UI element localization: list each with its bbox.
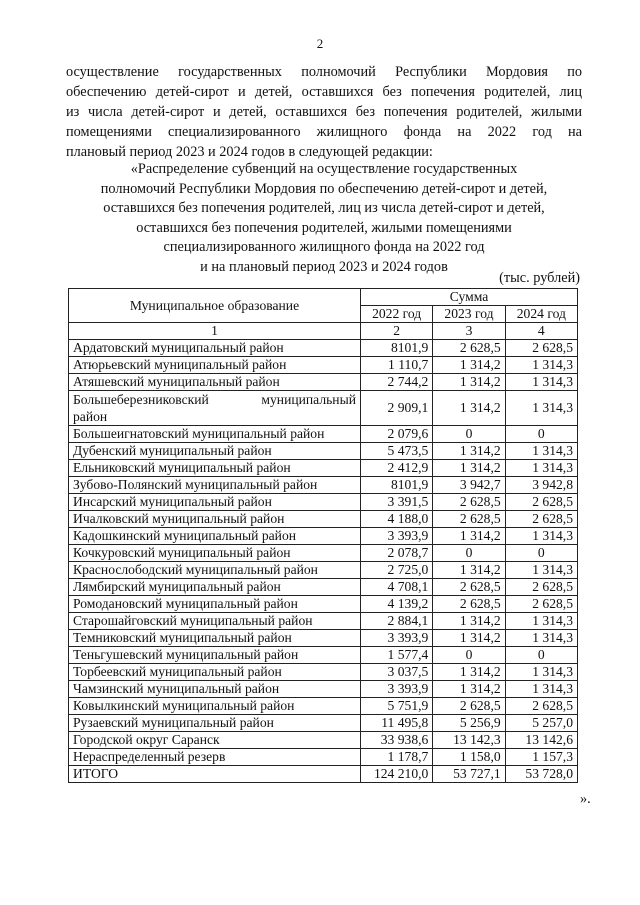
row-value-2024: 5 257,0 [505,715,577,732]
row-value-2023: 2 628,5 [433,579,505,596]
intro-line: обеспечению детей-сирот и детей, оставшихся без попечения родителей, лиц [66,84,582,100]
column-number: 1 [69,323,361,340]
row-value-2023: 1 314,2 [433,613,505,630]
row-value-2022: 2 744,2 [361,374,433,391]
title-line: «Распределение субвенций на осуществление государственных [130,161,518,177]
row-value-2023: 0 [433,426,505,443]
row-value-2022: 2 884,1 [361,613,433,630]
title-line: оставшихся без попечения родителей, жилыми помещениями [136,219,512,236]
row-value-2022: 5 751,9 [361,698,433,715]
title-line: полномочий Республики Мордовия по обеспечению детей-сирот и детей, [100,180,548,197]
row-name: Рузаевский муниципальный район [69,715,361,732]
row-value-2024: 2 628,5 [505,579,577,596]
header-year-2023: 2023 год [433,306,505,323]
intro-line: осуществление государственных полномочий Республики Мордовия по [66,64,582,80]
row-name: Городской округ Саранск [69,732,361,749]
row-value-2022: 2 079,6 [361,426,433,443]
row-value-2023: 1 314,2 [433,374,505,391]
title-line: и на плановый период 2023 и 2024 годов [200,258,448,275]
total-value-2023: 53 727,1 [433,766,505,783]
row-value-2023: 0 [433,647,505,664]
row-value-2023: 1 314,2 [433,391,505,426]
row-value-2022: 3 393,9 [361,681,433,698]
table-row [69,426,578,443]
table-colnum-row [69,323,578,340]
header-sum: Сумма [361,289,578,306]
row-name: Теньгушевский муниципальный район [69,647,361,664]
row-value-2022: 3 393,9 [361,630,433,647]
table-row [69,732,578,749]
row-value-2023: 1 314,2 [433,562,505,579]
row-value-2023: 2 628,5 [433,494,505,511]
row-value-2023: 5 256,9 [433,715,505,732]
table-row [69,715,578,732]
table-row [69,562,578,579]
row-value-2023: 1 314,2 [433,460,505,477]
intro-line: из числа детей-сирот и детей, оставшихся без попечения родителей, жилыми [66,104,582,120]
row-value-2024: 1 314,3 [505,562,577,579]
row-value-2024: 3 942,8 [505,477,577,494]
table-row [69,749,578,766]
row-name: Кадошкинский муниципальный район [69,528,361,545]
row-name: Инсарский муниципальный район [69,494,361,511]
column-number: 4 [505,323,577,340]
row-value-2024: 13 142,6 [505,732,577,749]
closing-quote: ». [580,791,591,807]
row-value-2023: 2 628,5 [433,596,505,613]
row-name: Торбеевский муниципальный район [69,664,361,681]
row-value-2024: 1 314,3 [505,357,577,374]
row-value-2024: 0 [505,426,577,443]
table-row [69,630,578,647]
row-value-2024: 1 314,3 [505,460,577,477]
row-name: Темниковский муниципальный район [69,630,361,647]
header-municipality: Муниципальное образование [69,289,361,323]
row-value-2024: 1 314,3 [505,630,577,647]
row-value-2022: 5 473,5 [361,443,433,460]
table-row [69,664,578,681]
row-value-2022: 4 708,1 [361,579,433,596]
row-name: Лямбирский муниципальный район [69,579,361,596]
table-row [69,391,578,426]
row-value-2022: 1 110,7 [361,357,433,374]
row-value-2022: 1 178,7 [361,749,433,766]
row-value-2022: 33 938,6 [361,732,433,749]
total-value-2024: 53 728,0 [505,766,577,783]
table-header-row [69,289,578,306]
row-name: Ковылкинский муниципальный район [69,698,361,715]
row-value-2024: 1 314,3 [505,681,577,698]
row-value-2022: 4 188,0 [361,511,433,528]
row-name: Нераспределенный резерв [69,749,361,766]
header-year-2022: 2022 год [361,306,433,323]
row-name: Атяшевский муниципальный район [69,374,361,391]
row-value-2023: 3 942,7 [433,477,505,494]
row-value-2022: 1 577,4 [361,647,433,664]
table-row [69,443,578,460]
table-title [66,160,582,277]
table-row [69,374,578,391]
table-row [69,477,578,494]
table-row [69,647,578,664]
row-value-2024: 0 [505,545,577,562]
title-line: специализированного жилищного фонда на 2022 год [163,239,485,255]
table-row [69,511,578,528]
row-name: Кочкуровский муниципальный район [69,545,361,562]
row-value-2022: 2 909,1 [361,391,433,426]
row-value-2022: 2 078,7 [361,545,433,562]
table-row [69,596,578,613]
table-row [69,681,578,698]
table-row [69,579,578,596]
intro-line: помещениями специализированного жилищного фонда на 2022 год на [66,124,582,140]
row-value-2024: 2 628,5 [505,511,577,528]
row-name-line: Большеберезниковский муниципальный [73,392,356,407]
table-row [69,460,578,477]
row-name [69,391,361,426]
row-name: Ромодановский муниципальный район [69,596,361,613]
row-value-2022: 4 139,2 [361,596,433,613]
row-name: Ичалковский муниципальный район [69,511,361,528]
row-value-2022: 8101,9 [361,477,433,494]
intro-line: плановый период 2023 и 2024 годов в следующей редакции: [66,144,433,160]
row-name: Дубенский муниципальный район [69,443,361,460]
table-row [69,340,578,357]
row-value-2022: 2 725,0 [361,562,433,579]
row-name: Старошайговский муниципальный район [69,613,361,630]
row-value-2024: 1 157,3 [505,749,577,766]
row-name: Ардатовский муниципальный район [69,340,361,357]
subvention-table [68,288,578,783]
row-value-2024: 1 314,3 [505,528,577,545]
row-value-2022: 2 412,9 [361,460,433,477]
table-row [69,545,578,562]
row-value-2024: 1 314,3 [505,613,577,630]
row-value-2023: 2 628,5 [433,698,505,715]
column-number: 3 [433,323,505,340]
row-value-2023: 0 [433,545,505,562]
row-value-2024: 2 628,5 [505,698,577,715]
intro-paragraph [66,62,582,162]
row-value-2023: 1 314,2 [433,630,505,647]
table-row [69,494,578,511]
total-value-2022: 124 210,0 [361,766,433,783]
row-name: Краснослободский муниципальный район [69,562,361,579]
units-label: (тыс. рублей) [499,270,580,286]
row-value-2023: 13 142,3 [433,732,505,749]
row-value-2022: 8101,9 [361,340,433,357]
row-value-2024: 2 628,5 [505,494,577,511]
page-number: 2 [316,36,324,51]
row-value-2024: 1 314,3 [505,443,577,460]
row-value-2022: 3 393,9 [361,528,433,545]
row-value-2023: 1 314,2 [433,357,505,374]
row-name: Атюрьевский муниципальный район [69,357,361,374]
row-value-2024: 1 314,3 [505,664,577,681]
row-value-2023: 2 628,5 [433,340,505,357]
row-name: Большеигнатовский муниципальный район [69,426,361,443]
row-name: Ельниковский муниципальный район [69,460,361,477]
row-value-2022: 11 495,8 [361,715,433,732]
row-name-line: район [73,409,108,424]
row-name: Зубово-Полянский муниципальный район [69,477,361,494]
row-value-2023: 1 314,2 [433,528,505,545]
title-line: оставшихся без попечения родителей, лиц из числа детей-сирот и детей, [103,200,545,216]
header-year-2024: 2024 год [505,306,577,323]
row-value-2023: 1 314,2 [433,443,505,460]
row-value-2024: 2 628,5 [505,596,577,613]
row-name-total: ИТОГО [69,766,361,783]
table-row [69,698,578,715]
row-value-2023: 1 158,0 [433,749,505,766]
row-value-2024: 2 628,5 [505,340,577,357]
row-value-2024: 0 [505,647,577,664]
row-value-2023: 2 628,5 [433,511,505,528]
table-total-row [69,766,578,783]
row-value-2024: 1 314,3 [505,391,577,426]
table-row [69,357,578,374]
row-value-2023: 1 314,2 [433,664,505,681]
column-number: 2 [361,323,433,340]
row-name: Чамзинский муниципальный район [69,681,361,698]
row-value-2022: 3 037,5 [361,664,433,681]
row-value-2022: 3 391,5 [361,494,433,511]
row-value-2024: 1 314,3 [505,374,577,391]
row-value-2023: 1 314,2 [433,681,505,698]
table-row [69,528,578,545]
table-row [69,613,578,630]
